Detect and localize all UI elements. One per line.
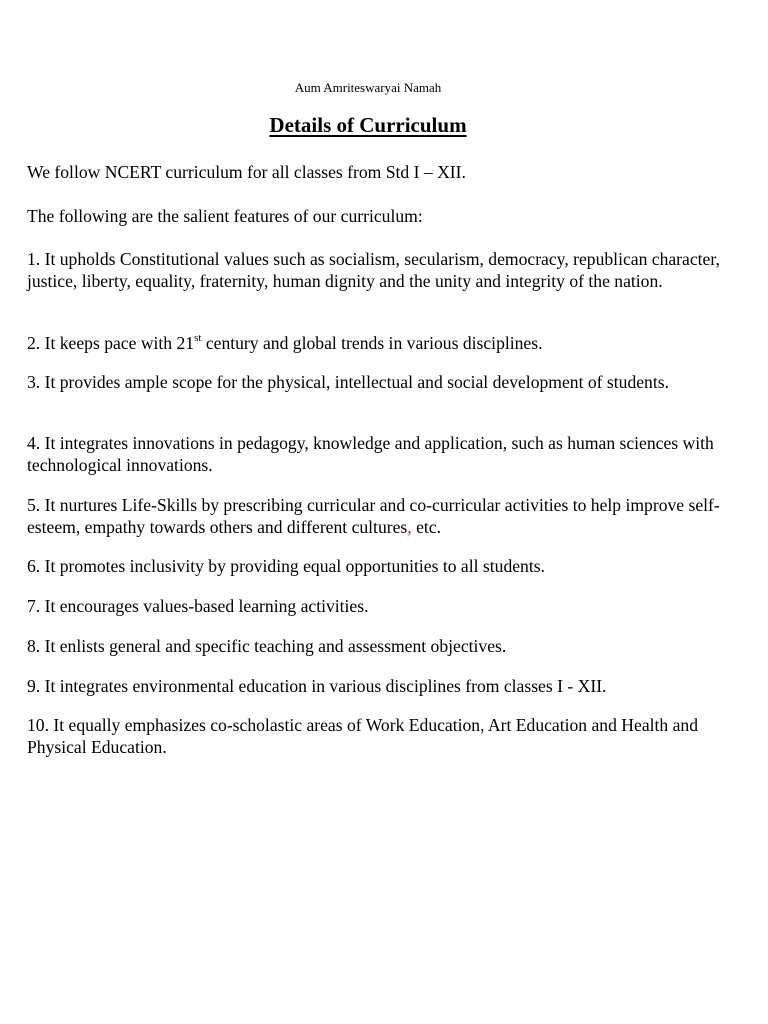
list-item-text-start: 5. It nurtures Life-Skills by prescribing curricular and co-curricular activities to help improve self-esteem, empathy towards others and different cultures xyxy=(27,495,720,537)
list-item: 9. It integrates environmental education in various disciplines from classes I - XII. xyxy=(27,676,607,696)
list-item xyxy=(27,494,727,538)
highlighted-comma: , xyxy=(407,517,412,537)
list-item-text-end: etc. xyxy=(411,517,441,537)
intro-paragraph-features: The following are the salient features of our curriculum: xyxy=(27,206,423,226)
list-item: 7. It encourages values-based learning activities. xyxy=(27,596,369,616)
list-item-text-end: century and global trends in various disciplines. xyxy=(201,333,543,353)
invocation-line: Aum Amriteswaryai Namah xyxy=(294,80,442,95)
list-item xyxy=(27,332,727,354)
list-item: 6. It promotes inclusivity by providing equal opportunities to all students. xyxy=(27,556,545,576)
list-item: 10. It equally emphasizes co-scholastic areas of Work Education, Art Education and Health and Physical Education. xyxy=(27,715,699,757)
ordinal-superscript: st xyxy=(194,332,202,344)
list-item-text-start: 2. It keeps pace with 21 xyxy=(27,333,195,353)
list-item: 3. It provides ample scope for the physical, intellectual and social development of students. xyxy=(27,372,669,392)
intro-paragraph-ncert: We follow NCERT curriculum for all classes from Std I – XII. xyxy=(27,162,466,182)
list-item: 8. It enlists general and specific teaching and assessment objectives. xyxy=(27,636,507,656)
list-item: 4. It integrates innovations in pedagogy, knowledge and application, such as human sciences with technological innovations. xyxy=(27,433,714,475)
page-title: Details of Curriculum xyxy=(269,113,467,137)
list-item: 1. It upholds Constitutional values such as socialism, secularism, democracy, republican character, justice, liberty, equality, fraternity, human dignity and the unity and integrity of the nation. xyxy=(27,249,720,291)
